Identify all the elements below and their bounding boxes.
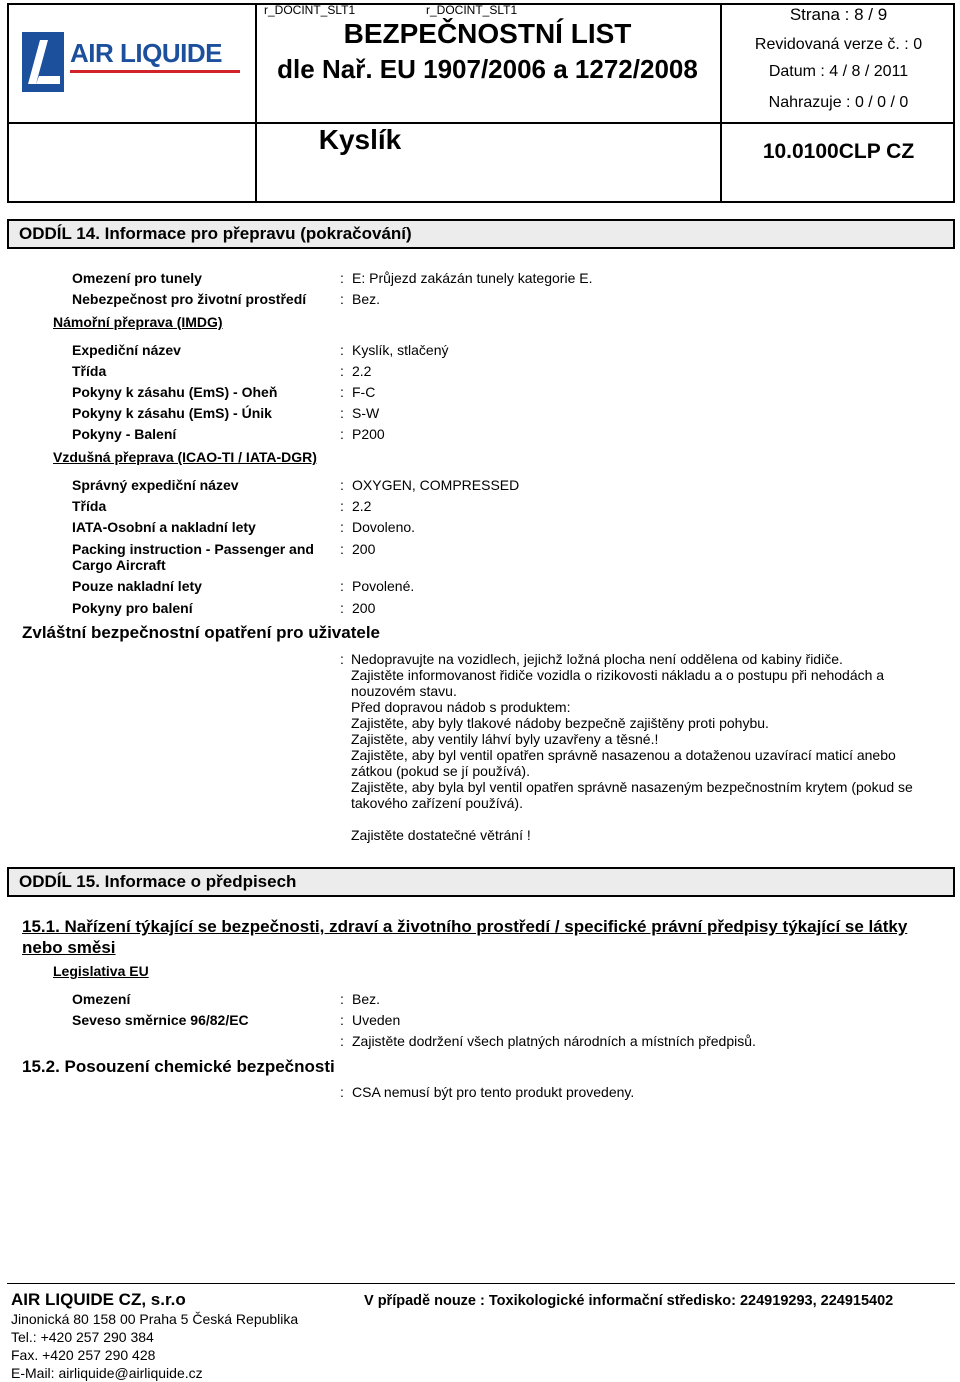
air-liquide-logo [22,32,242,94]
text-line: Zajistěte informovanost řidiče vozidla o rizikovosti nákladu a o postupu při nehodách a [351,667,885,683]
footer-fax: Fax. +420 257 290 428 [11,1347,156,1363]
row-value: : Kyslík, stlačený [340,342,449,358]
row-value: : CSA nemusí být pro tento produkt provedeny. [340,1084,635,1100]
row-value: : S-W [340,405,380,421]
section-14-title: ODDÍL 14. Informace pro přepravu (pokračování) [7,219,955,249]
page-number: Strana : 8 / 9 [789,5,888,24]
row-value: : OXYGEN, COMPRESSED [340,477,520,493]
row-value: : Uveden [340,1012,401,1028]
section-15-title: ODDÍL 15. Informace o předpisech [7,867,955,897]
doc-code-left: r_DOCINT_SLT1 [264,3,356,17]
row-label: Expediční název [72,342,181,358]
footer-address: Jinonická 80 158 00 Praha 5 Česká Republika [11,1311,299,1327]
row-label: Pokyny k zásahu (EmS) - Oheň [72,384,278,400]
text-line: nouzovém stavu. [351,683,457,699]
row-label: Omezení [72,991,131,1007]
footer-emergency: V případě nouze : Toxikologické informační středisko: 224919293, 224915402 [364,1293,894,1309]
row-label-continued: Cargo Aircraft [72,557,166,573]
footer-rule [7,1283,955,1284]
row-value: : Bez. [340,991,381,1007]
footer-email: E-Mail: airliquide@airliquide.cz [11,1365,203,1381]
row-label: Třída [72,498,107,514]
logo-text: AIR LIQUIDE [70,38,222,68]
row-value: : 200 [340,541,376,557]
row-label: Pouze nakladní lety [72,578,202,594]
product-name: Kyslík [318,124,402,155]
text-line: zátkou (pokud se jí používá). [351,763,530,779]
row-label: Správný expediční název [72,477,239,493]
special-colon: : [340,651,344,667]
row-value: : Dovoleno. [340,519,416,535]
doc-number: 10.0100CLP CZ [762,140,915,163]
row-value: : 2.2 [340,498,372,514]
subsection-15-1-line2: nebo směsi [22,938,116,957]
header-divider-horizontal [7,122,955,124]
row-value: : E: Průjezd zakázán tunely kategorie E. [340,270,593,286]
spacer [351,811,941,827]
row-value: : Bez. [340,291,381,307]
row-value: : 2.2 [340,363,372,379]
subsection-15-2: 15.2. Posouzení chemické bezpečnosti [22,1057,335,1076]
text-line: Zajistěte, aby byl ventil opatřen správně nasazenou a dotaženou uzavírací maticí anebo [351,747,896,763]
row-label: Pokyny - Balení [72,426,177,442]
text-line: Před dopravou nádob s produktem: [351,699,571,715]
row-label: Seveso směrnice 96/82/EC [72,1012,249,1028]
subsection-15-1 [22,916,907,958]
row-value: : F-C [340,384,376,400]
text-line: Zajistěte dostatečné větrání ! [351,827,531,843]
row-value: : Zajistěte dodržení všech platných národních a místních předpisů. [340,1033,756,1049]
footer-tel: Tel.: +420 257 290 384 [11,1329,154,1345]
row-label: Pokyny pro balení [72,600,193,616]
iata-heading: Vzdušná přeprava (ICAO-TI / IATA-DGR) [53,449,317,465]
special-precautions-heading: Zvláštní bezpečnostní opatření pro uživatele [22,623,381,642]
row-label: Omezení pro tunely [72,270,202,286]
row-value: : 200 [340,600,376,616]
doc-title: BEZPEČNOSTNÍ LIST [343,18,632,49]
doc-code-right: r_DOCINT_SLT1 [426,3,518,17]
row-value: : P200 [340,426,385,442]
text-line: Nedopravujte na vozidlech, jejichž ložná plocha není oddělena od kabiny řidiče. [351,651,843,667]
row-label: Nebezpečnost pro životní prostředí [72,291,307,307]
row-label: Packing instruction - Passenger and [72,541,314,557]
row-label: Třída [72,363,107,379]
revision: Revidovaná verze č. : 0 [754,36,923,53]
eu-legislation-heading: Legislativa EU [53,963,149,979]
special-precautions-text [351,651,941,843]
row-label: IATA-Osobní a nakladní lety [72,519,256,535]
text-line: Zajistěte, aby byly tlakové nádoby bezpečně zajištěny proti pohybu. [351,715,769,731]
subsection-15-1-line1: 15.1. Nařízení týkající se bezpečnosti, zdraví a životního prostředí / specifické právní předpisy týkající se látky [22,917,908,936]
footer-company: AIR LIQUIDE CZ, s.r.o [11,1290,186,1309]
row-value: : Povolené. [340,578,415,594]
doc-regulation: dle Nař. EU 1907/2006 a 1272/2008 [277,54,698,84]
imdg-heading: Námořní přeprava (IMDG) [53,314,223,330]
row-label: Pokyny k zásahu (EmS) - Únik [72,405,272,421]
replaces: Nahrazuje : 0 / 0 / 0 [768,94,909,111]
text-line: Zajistěte, aby ventily láhví byly uzavřeny a těsné.! [351,731,659,747]
revision-date: Datum : 4 / 8 / 2011 [768,63,909,80]
text-line: takového zařízení používá). [351,795,523,811]
text-line: Zajistěte, aby byla byl ventil opatřen správně nasazeným bezpečnostním krytem (pokud se [351,779,913,795]
